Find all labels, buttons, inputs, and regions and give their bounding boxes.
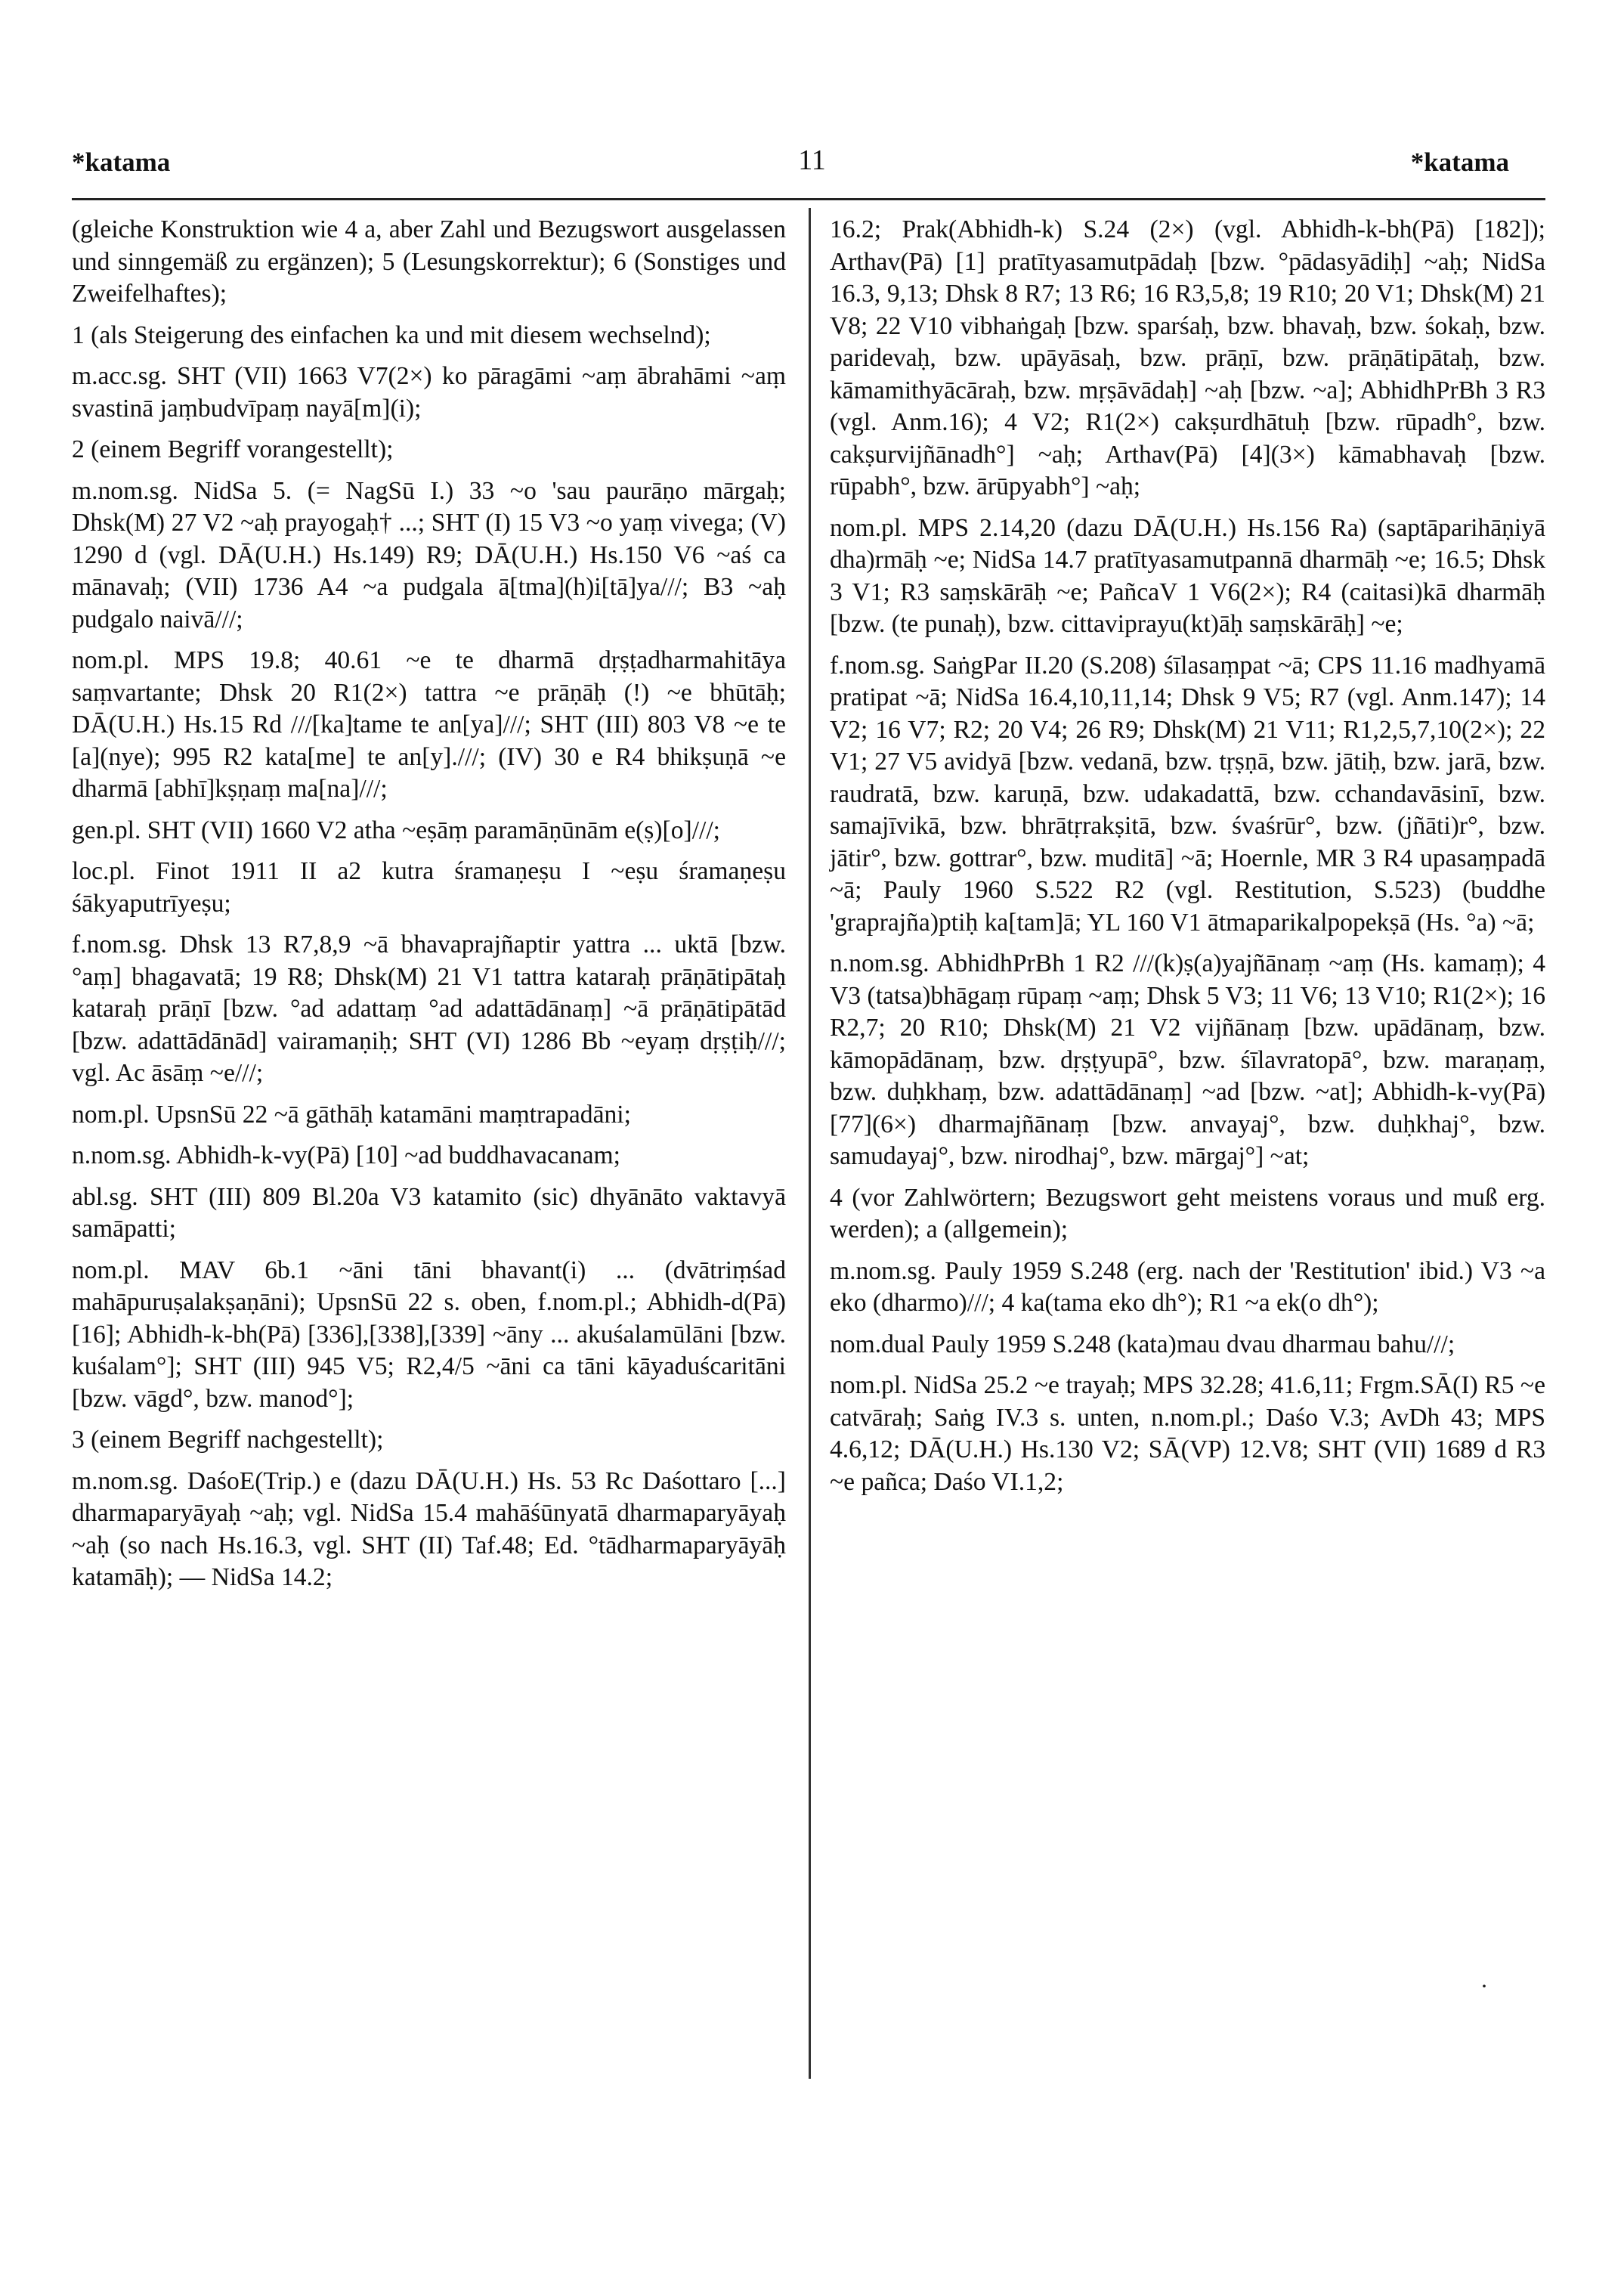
entry-paragraph: nom.pl. NidSa 25.2 ~e trayaḥ; MPS 32.28; 41.6,11; Frgm.SĀ(I) R5 ~e catvāraḥ; Saṅg IV.3 s. unten, n.nom.pl.; Daśo V.3; AvDh 43; MPS 4.6,12; DĀ(U.H.) Hs.130 V2; SĀ(VP) 12.V8; SHT (VII) 1689 d R3 ~e pañca; Daśo VI.1,2; <box>830 1371 1545 1496</box>
entry-paragraph: m.nom.sg. DaśoE(Trip.) e (dazu DĀ(U.H.) Hs. 53 Rc Daśottaro [...] dharmaparyāyaḥ ~aḥ; vgl. NidSa 15.4 mahāśūnyatā dharmaparyāyaḥ ~aḥ (so nach Hs.16.3, vgl. SHT (II) Taf.48; Ed. °tādharmaparyāyāḥ katamāḥ); — NidSa 14.2; <box>72 1466 786 1591</box>
stray-mark: . <box>1481 1965 1487 1993</box>
entry-paragraph: f.nom.sg. Dhsk 13 R7,8,9 ~ā bhavaprajñaptir yattra ... uktā [bzw. °aṃ] bhagavatā; 19 R8; Dhsk(M) 21 V1 tattra kataraḥ prāṇātipātaḥ kataraḥ prāṇī [bzw. °ad adattaṃ °ad adattādānaṃ] ~ā prāṇātipātād [bzw. adattādānād] vairamaṇiḥ; SHT (VI) 1286 Bb ~eyaṃ dṛṣṭiḥ///; vgl. Ac āsāṃ ~e///; <box>72 931 786 1087</box>
page-number: 11 <box>798 144 826 176</box>
entry-paragraph: abl.sg. SHT (III) 809 Bl.20a V3 katamito (sic) dhyānāto vaktavyā samāpatti; <box>72 1182 786 1243</box>
column-divider <box>809 208 811 2079</box>
entry-paragraph: n.nom.sg. AbhidhPrBh 1 R2 ///(k)ṣ(a)yajñānaṃ ~aṃ (Hs. kamaṃ); 4 V3 (tatsa)bhāgaṃ rūpaṃ ~aṃ; Dhsk 5 V3; 11 V6; 13 V10; R1(2×); 16 R2,7; 20 R10; Dhsk(M) 21 V2 vijñānaṃ [bzw. upādānaṃ, bzw. kāmopādānaṃ, bzw. dṛṣṭyupā°, bzw. śīlavratopā°, bzw. maraṇaṃ, bzw. duḥkhaṃ, bzw. adattādānaṃ] ~ad [bzw. ~at]; Abhidh-k-vy(Pā) [77](6×) dharmajñānaṃ [bzw. anvayaj°, bzw. duḥkhaj°, bzw. samudayaj°, bzw. nirodhaj°, bzw. mārgaj°] ~at; <box>830 949 1545 1170</box>
entry-paragraph: (gleiche Konstruktion wie 4 a, aber Zahl und Bezugswort ausgelassen und sinngemäß zu ergänzen); 5 (Lesungskorrektur); 6 (Sonstiges und Zweifelhaftes); <box>72 215 786 308</box>
entry-paragraph: f.nom.sg. SaṅgPar II.20 (S.208) śīlasaṃpat ~ā; CPS 11.16 madhyamā pratipat ~ā; NidSa 16.4,10,11,14; Dhsk 9 V5; R7 (vgl. Anm.147); 14 V2; 16 V7; R2; 20 V4; 26 R9; Dhsk(M) 21 V11; R1,2,5,7,10(2×); 22 V1; 27 V5 avidyā [bzw. vedanā, bzw. tṛṣṇā, bzw. jātiḥ, bzw. jarā, bzw. raudratā, bzw. karuṇā, bzw. udakadattā, bzw. cchandavāsinī, bzw. samajīvikā, bzw. bhrātṛrakṣitā, bzw. śvaśrūr°, bzw. (jñāti)r°, bzw. jātir°, bzw. gottrar°, bzw. muditā] ~ā; Hoernle, MR 3 R4 upasaṃpadā ~ā; Pauly 1960 S.522 R2 (vgl. Restitution, S.523) (buddhe 'graprajña)ptiḥ ka[tam]ā; YL 160 V1 ātmaparikalpopekṣā (Hs. °a) ~ā; <box>830 651 1545 937</box>
running-head-right: *katama <box>1410 147 1509 177</box>
entry-paragraph: nom.pl. UpsnSū 22 ~ā gāthāḥ katamāni maṃtrapadāni; <box>72 1100 631 1129</box>
right-column <box>830 214 1545 1507</box>
entry-paragraph: nom.pl. MAV 6b.1 ~āni tāni bhavant(i) ... (dvātriṃśad mahāpuruṣalakṣaṇāni); UpsnSū 22 s. oben, f.nom.pl.; Abhidh-d(Pā) [16]; Abhidh-k-bh(Pā) [336],[338],[339] ~āny ... akuśalamūlāni [bzw. kuśalam°]; SHT (III) 945 V5; R2,4/5 ~āni ca tāni kāyaduścaritāni [bzw. vāgd°, bzw. manod°]; <box>72 1256 786 1413</box>
entry-paragraph: nom.pl. MPS 2.14,20 (dazu DĀ(U.H.) Hs.156 Ra) (saptāparihāṇiyā dha)rmāḥ ~e; NidSa 14.7 pratītyasamutpannā dharmāḥ ~e; 16.5; Dhsk 3 V1; R3 saṃskārāḥ ~e; PañcaV 1 V6(2×); R4 (caitasi)kā dharmāḥ [bzw. (te punaḥ), bzw. cittaviprayu(kt)āḥ saṃskārāḥ] ~e; <box>830 513 1545 638</box>
entry-paragraph: nom.dual Pauly 1959 S.248 (kata)mau dvau dharmau bahu///; <box>830 1330 1455 1358</box>
entry-paragraph: loc.pl. Finot 1911 II a2 kutra śramaṇeṣu I ~eṣu śramaṇeṣu śākyaputrīyeṣu; <box>72 857 786 918</box>
entry-paragraph: 1 (als Steigerung des einfachen ka und mit diesem wechselnd); <box>72 321 711 349</box>
entry-paragraph: n.nom.sg. Abhidh-k-vy(Pā) [10] ~ad buddhavacanam; <box>72 1141 620 1169</box>
entry-paragraph: m.nom.sg. Pauly 1959 S.248 (erg. nach der 'Restitution' ibid.) V3 ~a eko (dharmo)///; 4 ka(tama eko dh°); R1 ~a ek(o dh°); <box>830 1256 1545 1317</box>
entry-paragraph: gen.pl. SHT (VII) 1660 V2 atha ~eṣāṃ paramāṇūnām e(ṣ)[o]///; <box>72 816 721 844</box>
entry-paragraph: 16.2; Prak(Abhidh-k) S.24 (2×) (vgl. Abhidh-k-bh(Pā) [182]); Arthav(Pā) [1] pratītyasamutpādaḥ [bzw. °pādasyādiḥ] ~aḥ; NidSa 16.3, 9,13; Dhsk 8 R7; 13 R6; 16 R3,5,8; 19 R10; 20 V1; Dhsk(M) 21 V8; 22 V10 vibhaṅgaḥ [bzw. sparśaḥ, bzw. bhavaḥ, bzw. śokaḥ, bzw. paridevaḥ, bzw. upāyāsaḥ, bzw. prāṇī, bzw. prāṇātipātaḥ, bzw. kāmamithyācāraḥ, bzw. mṛṣāvādaḥ] ~aḥ [bzw. ~a]; AbhidhPrBh 3 R3 (vgl. Anm.16); 4 V2; R1(2×) cakṣurdhātuḥ [bzw. rūpadh°, bzw. cakṣurvijñānadh°] ~aḥ; Arthav(Pā) [4](3×) kāmabhavaḥ [bzw. rūpabh°, bzw. ārūpyabh°] ~aḥ; <box>830 215 1545 500</box>
entry-paragraph: 3 (einem Begriff nachgestellt); <box>72 1426 384 1454</box>
entry-paragraph: 2 (einem Begriff vorangestellt); <box>72 435 394 463</box>
running-head-left: *katama <box>72 147 171 177</box>
header-rule <box>72 198 1545 200</box>
left-column <box>72 214 786 1603</box>
entry-paragraph: 4 (vor Zahlwörtern; Bezugswort geht meistens voraus und muß erg. werden); a (allgemein); <box>830 1183 1545 1243</box>
entry-paragraph: m.acc.sg. SHT (VII) 1663 V7(2×) ko pāragāmi ~aṃ ābrahāmi ~aṃ svastinā jaṃbudvīpaṃ nayā[m](i); <box>72 362 786 423</box>
entry-paragraph: m.nom.sg. NidSa 5. (= NagSū I.) 33 ~o 'sau paurāṇo mārgaḥ; Dhsk(M) 27 V2 ~aḥ prayogaḥ† ...; SHT (I) 15 V3 ~o yaṃ vivega; (V) 1290 d (vgl. DĀ(U.H.) Hs.149) R9; DĀ(U.H.) Hs.150 V6 ~aś ca mānavaḥ; (VII) 1736 A4 ~a pudgala ā[tma](h)i[tā]ya///; B3 ~aḥ pudgalo naivā///; <box>72 476 786 633</box>
entry-paragraph: nom.pl. MPS 19.8; 40.61 ~e te dharmā dṛṣṭadharmahitāya saṃvartante; Dhsk 20 R1(2×) tattra ~e prāṇāḥ (!) ~e bhūtāḥ; DĀ(U.H.) Hs.15 Rd ///[ka]tame te an[ya]///; SHT (III) 803 V8 ~e te [a](nye); 995 R2 kata[me] te an[y].///; (IV) 30 e R4 bhikṣuṇā ~e dharmā [abhī]kṣṇaṃ ma[na]///; <box>72 646 786 803</box>
